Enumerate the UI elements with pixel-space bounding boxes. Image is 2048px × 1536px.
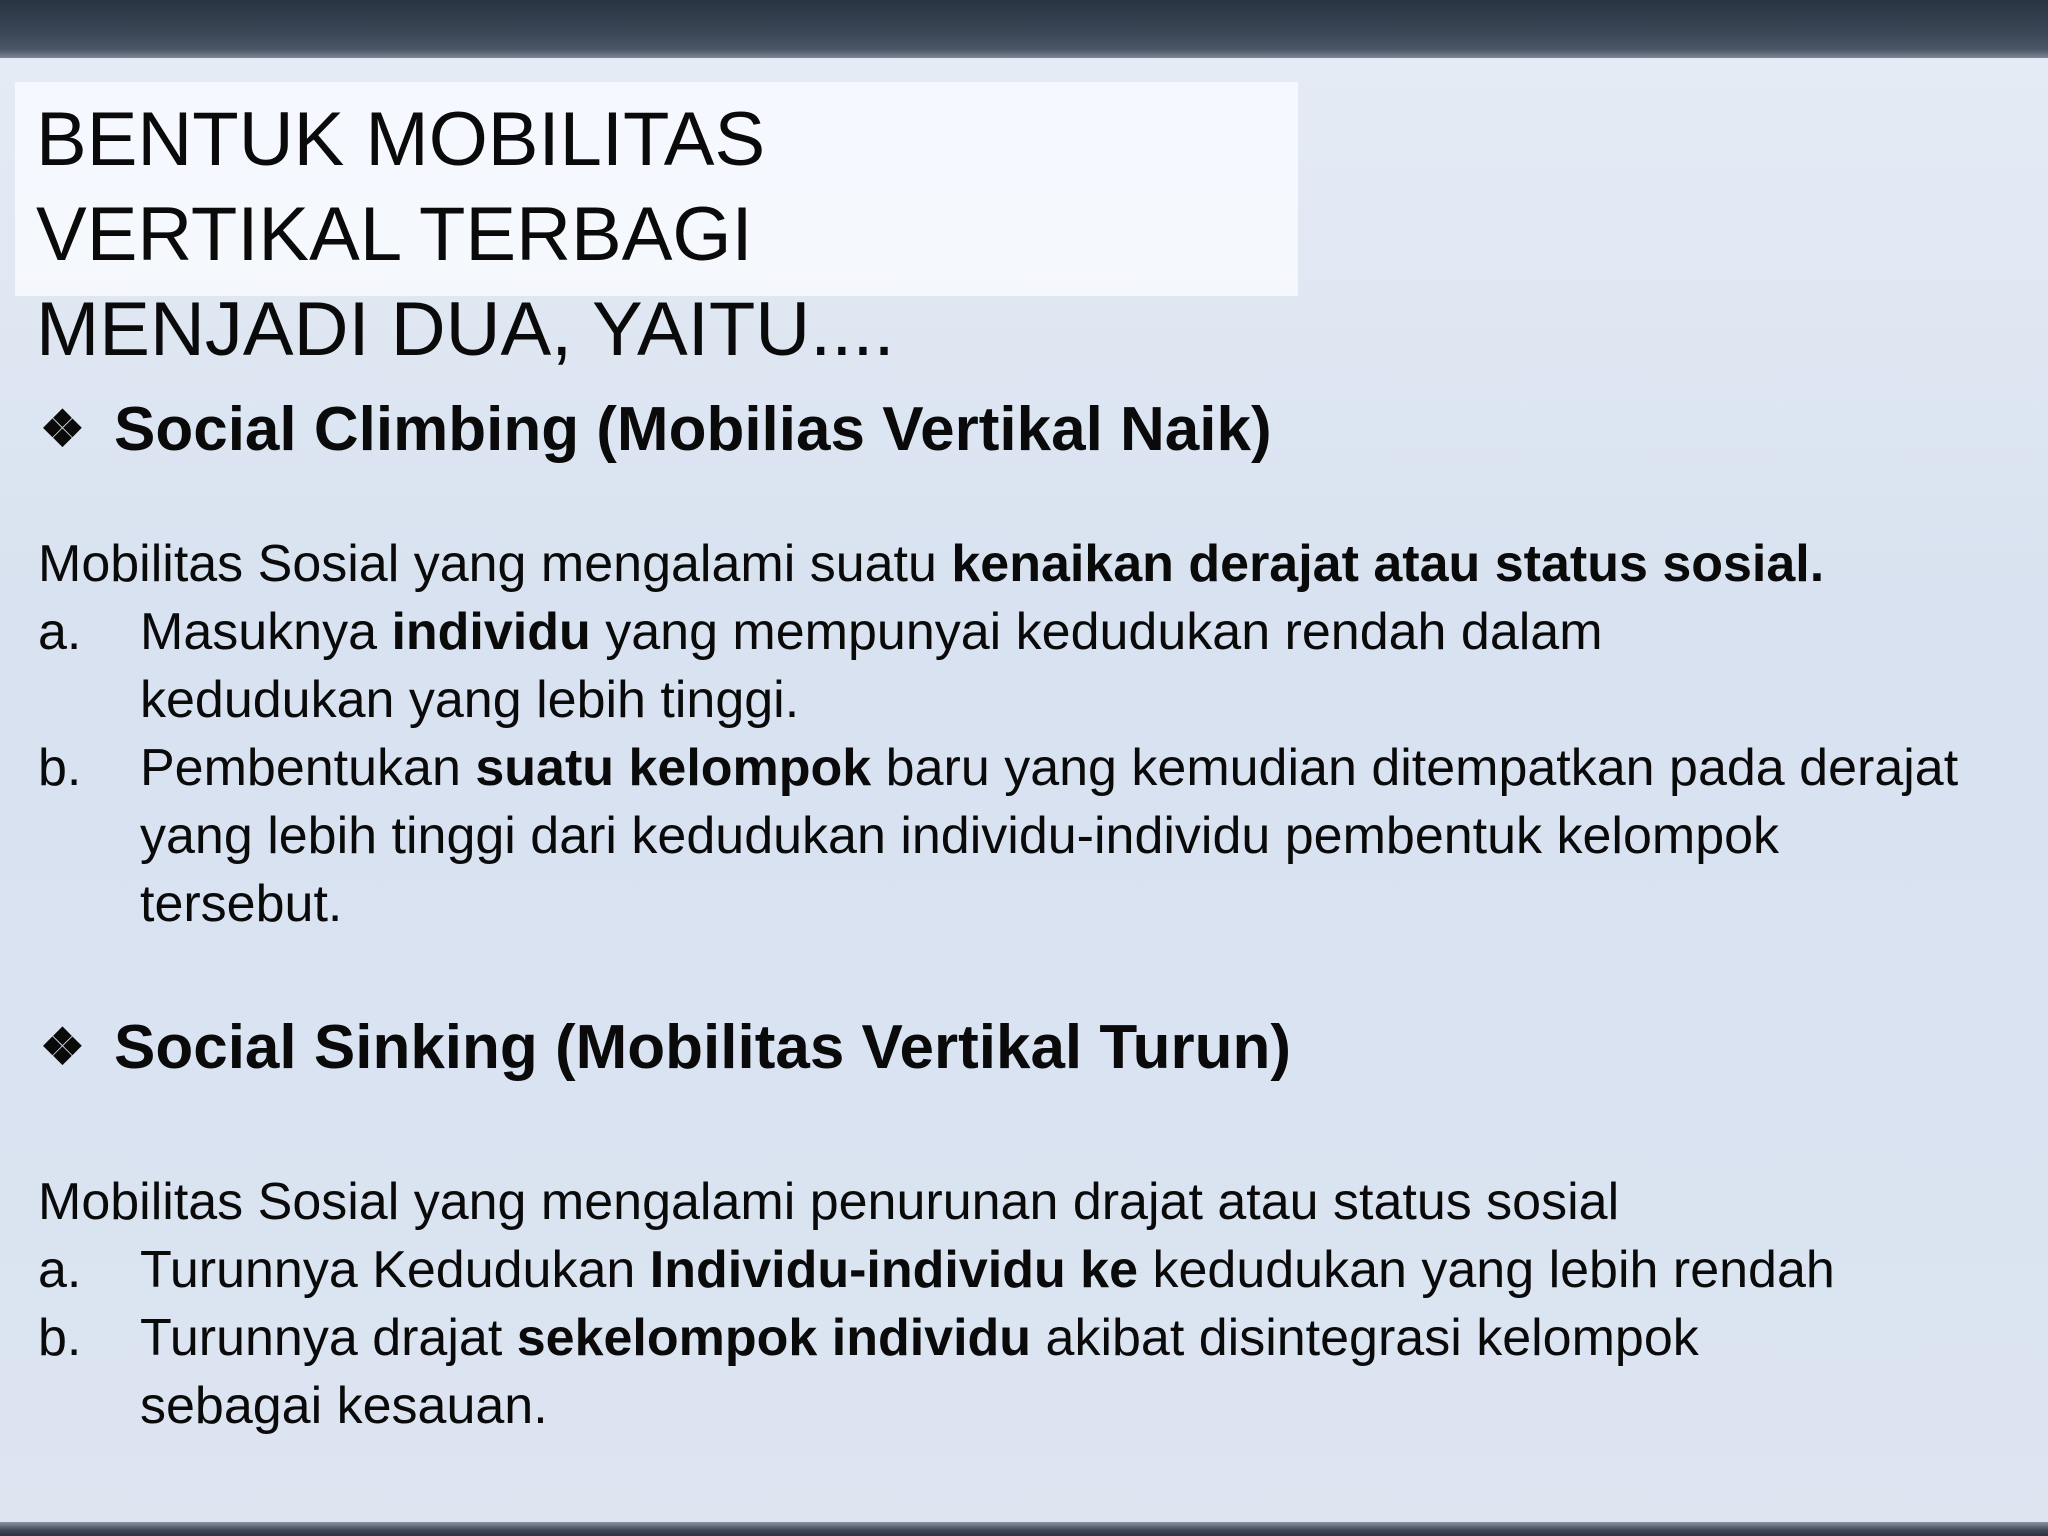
item-text-bold: suatu kelompok [475,739,872,797]
item-text-before: Pembentukan [140,739,476,797]
item-text-after: akibat disintegrasi kelompok sebagai kesauan. [140,1309,1699,1435]
list-item-text [140,1304,1890,1440]
list-item-climbing-a [38,598,1998,734]
item-text-after: baru yang kemudian ditempatkan pada derajat yang lebih tinggi dari kedudukan individu-individu pembentuk kelompok tersebut. [140,739,1959,933]
item-text-before: Turunnya Kedudukan [140,1241,650,1299]
heading-social-climbing [40,392,1272,467]
list-item-text [140,734,1990,938]
slide-top-bar [0,0,2048,58]
list-item-climbing-b [38,734,1998,938]
list-item-text [140,598,1790,734]
intro-bold-text: kenaikan derajat atau status sosial. [951,535,1825,593]
item-text-before: Masuknya [140,603,392,661]
diamond-four-icon: ❖ [40,1019,85,1075]
item-text-after: kedudukan yang lebih rendah [1138,1241,1835,1299]
intro-plain-text: Mobilitas Sosial yang mengalami suatu [38,535,952,593]
item-text-bold: individu [391,603,591,661]
slide-title: BENTUK MOBILITAS VERTIKAL TERBAGI MENJADI DUA, YAITU.... [36,97,895,372]
item-text-bold: Individu-individu ke [649,1241,1139,1299]
list-marker: b. [38,739,82,797]
list-item-sinking-a [38,1236,1998,1304]
list-item-text [140,1236,1998,1304]
list-marker: a. [38,603,82,661]
slide-bottom-bar [0,1522,2048,1536]
item-text-bold: sekelompok individu [516,1309,1032,1367]
list-item-sinking-b [38,1304,1998,1440]
heading-social-climbing-text: Social Climbing (Mobilias Vertikal Naik) [114,395,1272,464]
intro-social-sinking [38,1168,1619,1236]
heading-social-sinking [40,1010,1291,1085]
item-text-after: yang mempunyai kedudukan rendah dalam kedudukan yang lebih tinggi. [140,603,1603,729]
diamond-four-icon: ❖ [40,401,85,457]
intro-social-climbing [38,530,1824,598]
list-marker: a. [38,1241,82,1299]
list-marker: b. [38,1309,82,1367]
intro-plain-text: Mobilitas Sosial yang mengalami penurunan drajat atau status sosial [38,1173,1620,1231]
item-text-before: Turunnya drajat [140,1309,517,1367]
heading-social-sinking-text: Social Sinking (Mobilitas Vertikal Turun) [114,1013,1292,1082]
